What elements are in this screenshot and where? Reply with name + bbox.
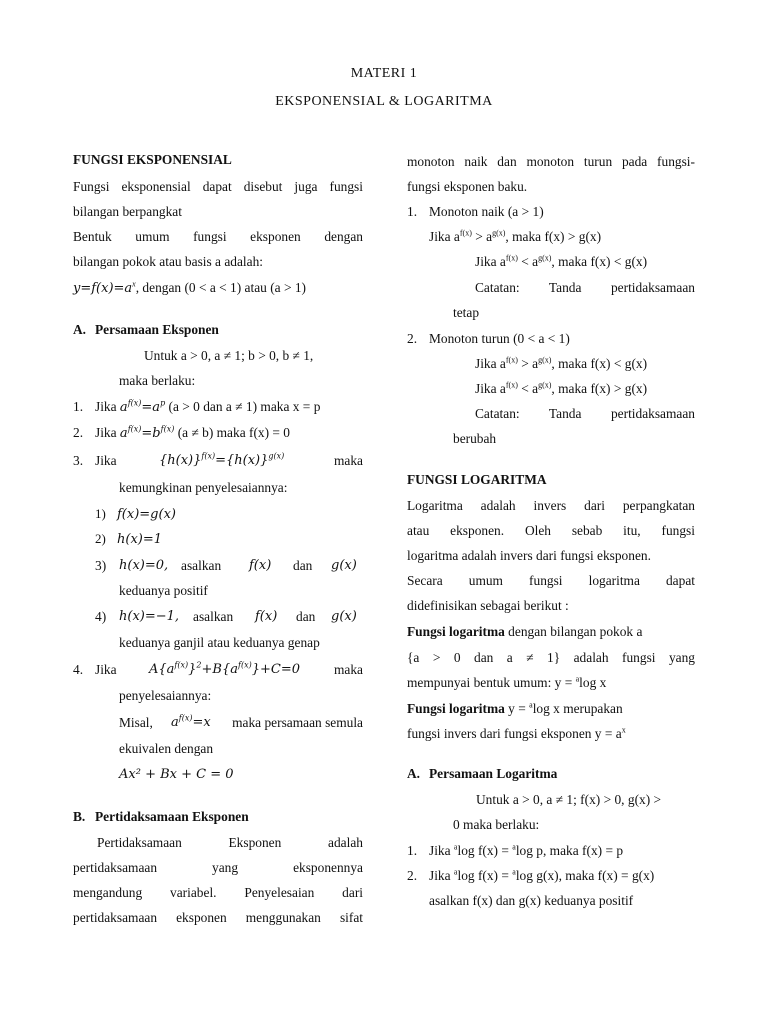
- list-item: 2. Monoton turun (0 < a < 1): [407, 331, 570, 346]
- math-expression: $a^{f(x)}=x$: [171, 713, 211, 730]
- rule-line: Jika $a^{f(x)} > a^{g(x)}$, maka f(x) > g(x): [429, 228, 602, 244]
- rule-line: Jika $a^{f(x)} < a^{g(x)}$, maka f(x) > g(x): [475, 380, 648, 396]
- condition-line: Untuk a > 0, a ≠ 1; b > 0, b ≠ 1,: [144, 348, 314, 363]
- sub-item: 1) f(x)=g(x): [95, 506, 176, 522]
- formula-expression: y=f(x)=a: [73, 281, 133, 296]
- math-expression: $a^{f(x)}=b^{f(x)}$: [119, 424, 175, 441]
- paragraph-line: logaritma adalah invers dari fungsi eksponen.: [407, 548, 651, 563]
- condition-line: 0 maka berlaku:: [453, 817, 540, 832]
- paragraph-line: Logaritma adalah invers dari perpangkatan: [407, 498, 695, 513]
- note-line: tetap: [453, 305, 480, 320]
- paragraph-line: fungsi invers dari fungsi eksponen $y = a^x$: [407, 725, 626, 741]
- paragraph-line: Fungsi eksponensial dapat disebut juga fungsi: [73, 179, 363, 194]
- heading-pertidaksamaan-eksponen: B. Pertidaksamaan Eksponen: [73, 809, 249, 824]
- rule-line: Jika $a^{f(x)} > a^{g(x)}$, maka f(x) < g(x): [475, 355, 648, 371]
- list-item: 1. Jika $a^{f(x)}=a^p$ (a > 0 dan a ≠ 1) maka x = p: [73, 398, 321, 415]
- paragraph-line: Bentuk umum fungsi eksponen dengan: [73, 229, 363, 244]
- paragraph-line: bilangan berpangkat: [73, 204, 182, 219]
- sub-item-continuation: keduanya ganjil atau keduanya genap: [119, 635, 320, 650]
- paragraph-line: didefinisikan sebagai berikut :: [407, 598, 569, 613]
- sub-item: 3) h(x)=0, asalkan f(x) dan g(x): [95, 558, 357, 573]
- formula-exponent: x: [132, 279, 136, 289]
- list-item-continuation: asalkan f(x) dan g(x) keduanya positif: [429, 893, 634, 908]
- paragraph-line: pertidaksamaan yang eksponennya: [73, 860, 363, 875]
- condition-line: Untuk a > 0, a ≠ 1; f(x) > 0, g(x) >: [476, 792, 662, 807]
- condition-line: maka berlaku:: [119, 373, 196, 388]
- document-subtitle: EKSPONENSIAL & LOGARITMA: [275, 94, 493, 109]
- list-item-continuation: kemungkinan penyelesaiannya:: [119, 480, 288, 495]
- quadratic-equation: Ax² + Bx + C = 0: [119, 767, 234, 782]
- heading-fungsi-eksponensial: FUNGSI EKSPONENSIAL: [73, 152, 232, 167]
- note-line: Catatan: Tanda pertidaksamaan: [475, 406, 695, 421]
- document-title: MATERI 1: [350, 66, 418, 81]
- list-item-continuation: penyelesaiannya:: [119, 688, 212, 703]
- paragraph-line: fungsi eksponen baku.: [407, 179, 528, 194]
- paragraph-line: pertidaksamaan eksponen menggunakan sifat: [73, 910, 363, 925]
- formula-condition: , dengan (0 < a < 1) atau (a > 1): [135, 280, 306, 295]
- paragraph-line: atau eksponen. Oleh sebab itu, fungsi: [407, 523, 695, 538]
- list-item-continuation: Misal, $a^{f(x)}=x$ maka persamaan semula: [119, 710, 363, 735]
- paragraph-line: mengandung variabel. Penyelesaian dari: [73, 885, 363, 900]
- math-expression: $A\{a^{f(x)}\}^2+B\{a^{f(x)}\}+C=0$: [149, 660, 300, 677]
- math-expression: $a^{f(x)}=a^p$: [119, 398, 166, 415]
- rule-line: Jika $a^{f(x)} < a^{g(x)}$, maka f(x) < g(x): [475, 253, 648, 269]
- heading-persamaan-eksponen: A. Persamaan Eksponen: [73, 322, 219, 337]
- heading-fungsi-logaritma: FUNGSI LOGARITMA: [407, 472, 547, 487]
- list-item: 3. Jika $\{h(x)\}^{f(x)}=\{h(x)\}^{g(x)}$ maka: [73, 448, 363, 473]
- sub-item-continuation: keduanya positif: [119, 583, 208, 598]
- paragraph-line: monoton naik dan monoton turun pada fungsi-: [407, 154, 695, 169]
- sub-item: 4) h(x)=−1, asalkan f(x) dan g(x): [95, 609, 357, 624]
- note-line: berubah: [453, 431, 497, 446]
- heading-persamaan-logaritma: A. Persamaan Logaritma: [407, 766, 558, 781]
- list-item-continuation: ekuivalen dengan: [119, 741, 214, 756]
- sub-item: 2) h(x)=1: [95, 531, 163, 547]
- math-expression: $\{h(x)\}^{f(x)}=\{h(x)\}^{g(x)}$: [159, 451, 285, 468]
- paragraph-line: Secara umum fungsi logaritma dapat: [407, 573, 695, 588]
- list-item: 4. Jika $A\{a^{f(x)}\}^2+B\{a^{f(x)}\}+C=0$ maka: [73, 657, 363, 682]
- paragraph-line: Fungsi logaritma y = $^a$log x merupakan: [407, 700, 623, 716]
- paragraph-line: Pertidaksamaan Eksponen adalah: [97, 835, 363, 850]
- paragraph-line: {a > 0 dan a ≠ 1} adalah fungsi yang: [407, 650, 695, 665]
- note-line: Catatan: Tanda pertidaksamaan: [475, 280, 695, 295]
- list-item: 2. Jika $a^{f(x)}=b^{f(x)}$ (a ≠ b) maka f(x) = 0: [73, 424, 291, 441]
- paragraph-line: mempunyai bentuk umum: y = $^a$log x: [407, 674, 607, 690]
- list-item: 1. Monoton naik (a > 1): [407, 204, 544, 219]
- paragraph-line: bilangan pokok atau basis a adalah:: [73, 254, 264, 269]
- general-formula: [73, 275, 306, 300]
- list-item: 1. Jika $^a$log f(x) = $^a$log p, maka f(x) = p: [407, 842, 624, 858]
- list-item: 2. Jika $^a$log f(x) = $^a$log g(x), maka f(x) = g(x): [407, 867, 655, 883]
- paragraph-line: Fungsi logaritma dengan bilangan pokok a: [407, 624, 643, 639]
